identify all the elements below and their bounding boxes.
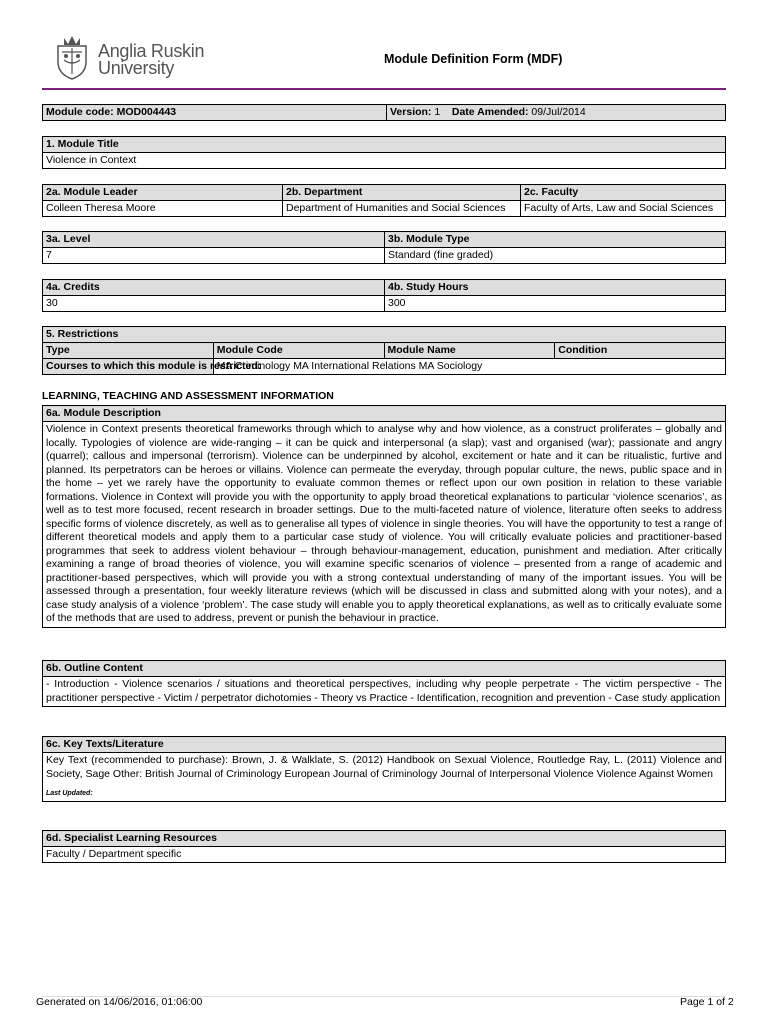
institution-name-line1: Anglia Ruskin bbox=[98, 41, 205, 61]
section-restrictions bbox=[42, 326, 726, 375]
module-type-heading: 3b. Module Type bbox=[385, 232, 726, 248]
module-leader-value: Colleen Theresa Moore bbox=[43, 201, 283, 217]
restrictions-col-condition: Condition bbox=[555, 343, 726, 359]
version-value: 1 bbox=[434, 106, 441, 118]
section-key-texts bbox=[42, 736, 726, 802]
section-outline-content bbox=[42, 660, 726, 707]
department-heading: 2b. Department bbox=[283, 185, 521, 201]
restrictions-col-type: Type bbox=[43, 343, 214, 359]
restrictions-col-name: Module Name bbox=[384, 343, 555, 359]
key-texts-text: Key Text (recommended to purchase): Brown, J. & Walklate, S. (2012) Handbook on Sexual Violence, Routledge Ray, L. (2011) Violence and Society, Sage Other: British Journal of Criminology European Journal of Criminology Journal of Interpersonal Violence Violence Against Women bbox=[42, 753, 726, 782]
module-type-value: Standard (fine graded) bbox=[385, 248, 726, 264]
study-hours-value: 300 bbox=[385, 296, 726, 312]
restrictions-heading: 5. Restrictions bbox=[43, 327, 726, 343]
department-value: Department of Humanities and Social Sciences bbox=[283, 201, 521, 217]
section-learning-resources bbox=[42, 830, 726, 863]
crest-icon bbox=[52, 34, 92, 80]
study-hours-heading: 4b. Study Hours bbox=[385, 280, 726, 296]
generated-timestamp: Generated on 14/06/2016, 01:06:00 bbox=[36, 996, 203, 1008]
restrictions-row-label: Courses to which this module is restricted: bbox=[43, 359, 214, 375]
level-value: 7 bbox=[43, 248, 385, 264]
form-title: Module Definition Form (MDF) bbox=[384, 52, 563, 66]
university-logo bbox=[52, 34, 222, 84]
level-heading: 3a. Level bbox=[43, 232, 385, 248]
institution-name-line2: University bbox=[98, 58, 175, 78]
version-label: Version: bbox=[390, 106, 432, 118]
module-code: Module code: MOD004443 bbox=[43, 105, 387, 121]
faculty-heading: 2c. Faculty bbox=[521, 185, 726, 201]
module-title-heading: 1. Module Title bbox=[43, 137, 726, 153]
last-updated-label: Last Updated: bbox=[42, 782, 726, 802]
section-credits-hours bbox=[42, 279, 726, 312]
credits-heading: 4a. Credits bbox=[43, 280, 385, 296]
learning-resources-value: Faculty / Department specific bbox=[43, 847, 726, 863]
outline-content-heading: 6b. Outline Content bbox=[43, 661, 726, 677]
restrictions-row-value: MA Criminology MA International Relations MA Sociology bbox=[213, 359, 725, 375]
module-title-value: Violence in Context bbox=[43, 153, 726, 169]
learning-resources-heading: 6d. Specialist Learning Resources bbox=[43, 831, 726, 847]
page-number: Page 1 of 2 bbox=[680, 996, 734, 1008]
faculty-value: Faculty of Arts, Law and Social Sciences bbox=[521, 201, 726, 217]
section-module-description bbox=[42, 405, 726, 628]
lta-section-label: LEARNING, TEACHING AND ASSESSMENT INFORMATION bbox=[42, 390, 334, 402]
section-leader-dept-faculty bbox=[42, 184, 726, 217]
module-code-row bbox=[42, 104, 726, 121]
header-divider bbox=[42, 88, 726, 90]
key-texts-heading: 6c. Key Texts/Literature bbox=[43, 737, 726, 753]
module-description-heading: 6a. Module Description bbox=[43, 406, 726, 422]
page-header bbox=[42, 34, 726, 90]
module-leader-heading: 2a. Module Leader bbox=[43, 185, 283, 201]
version-date-cell bbox=[387, 105, 726, 121]
restrictions-col-code: Module Code bbox=[213, 343, 384, 359]
section-module-title bbox=[42, 136, 726, 169]
module-description-text: Violence in Context presents theoretical frameworks through which to analyse why and how violence, as a construct proliferates – globally and locally. Typologies of violence are wide-ranging – it can be quick and interpersonal (a slap); vast and organised (war); passionate and angry (quarrel); callous and impersonal (terrorism). Violence can be underpinned by alcohol, excitement or hate and it can be ritualistic, furtive and planned. Its perpetrators can be heroes or villains. Violence can permeate the everyday, through popular culture, the news, public space and in the home – yet we rarely have the opportunity to evaluate common themes or reflect upon our own position in relation to these variable formations. Violence in Context will provide you with the opportunity to apply broad theoretical explanations to particular ‘violence scenarios’, as well as to test more focused, recent research in broader settings. Due to the multi-faceted nature of violence, literature often seeks to address specific forms of violence discretely, as well as to generalise all types of violence in single theories. You will have the opportunity to test a range of different theoretical models and apply them to a particular case study of violence. You will critically evaluate policies and practitioner-based programmes that seek to address violent behaviour – through behaviour-management, education, punishment and mediation. After critically examining a range of broad theories of violence, you will examine specific scenarios of violence – presented from a range of academic and practitioner-based perspectives, which will provide you with a strong contextual understanding of many of the important issues. You will be assessed through a presentation, four weekly literature reviews (which will be discussed in class and submitted along with your notes), and a case study analysis of a violence ‘problem’. The case study will enable you to apply theoretical explanations, as well as to critically evaluate some of the methods that are used to address, prevent or punish the behaviour in practice. bbox=[42, 422, 726, 628]
credits-value: 30 bbox=[43, 296, 385, 312]
outline-content-text: - Introduction - Violence scenarios / situations and theoretical perspectives, including why people perpetrate - The victim perspective - The practitioner perspective - Victim / perpetrator dichotomies - Theory vs Practice - Identification, recognition and prevention - Case study application bbox=[42, 677, 726, 707]
date-amended-value: 09/Jul/2014 bbox=[531, 106, 586, 118]
section-level-type bbox=[42, 231, 726, 264]
date-amended-label: Date Amended: bbox=[451, 106, 529, 118]
